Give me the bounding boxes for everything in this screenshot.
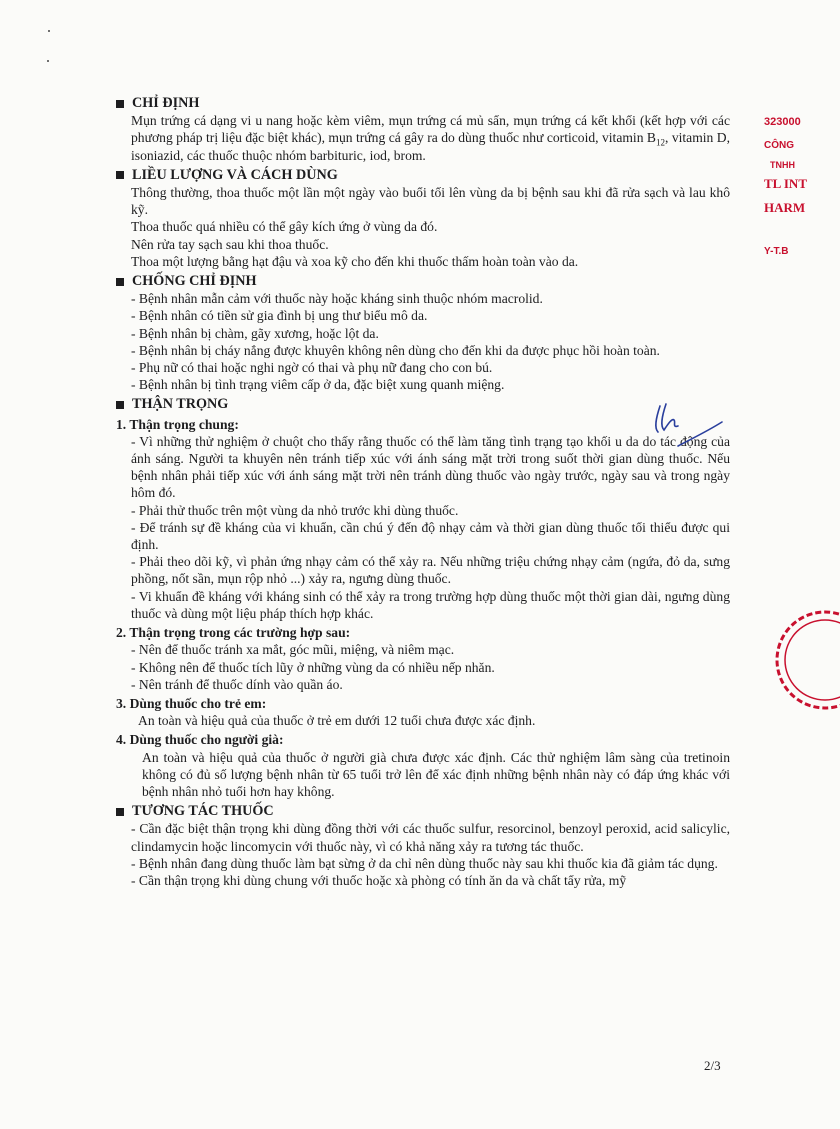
signature-icon [648, 398, 728, 458]
list-item: - Cần thận trọng khi dùng chung với thuốc hoặc xà phòng có tính ăn da và chất tẩy rửa, mỹ [131, 872, 627, 888]
section-title-chi-dinh: CHỈ ĐỊNH [116, 95, 730, 112]
list-item: - Bệnh nhân bị tình trạng viêm cấp ở da, đặc biệt xung quanh miệng. [131, 377, 505, 393]
stamp-text: 323000 [764, 116, 801, 128]
section-title-tuong-tac: TƯƠNG TÁC THUỐC [116, 803, 730, 820]
list-item: - Bệnh nhân có tiền sử gia đình bị ung thư biểu mô da. [131, 308, 428, 324]
document-body [116, 92, 730, 889]
stamp-text: HARM [764, 200, 806, 215]
list-item: - Nên tránh để thuốc dính vào quần áo. [131, 676, 343, 692]
scan-speck [47, 60, 49, 62]
bullet-square-icon [116, 278, 124, 286]
list-item: - Bệnh nhân bị cháy nắng được khuyên không nên dùng cho đến khi da được phục hồi hoàn toàn. [131, 342, 660, 358]
section-title-chong-chi-dinh: CHỐNG CHỈ ĐỊNH [116, 273, 730, 290]
list-item: - Phải thử thuốc trên một vùng da nhỏ trước khi dùng thuốc. [131, 502, 459, 518]
scan-speck [48, 30, 50, 32]
list-item: - Vi khuẩn đề kháng với kháng sinh có thể xảy ra trong trường hợp dùng thuốc một thời gian dài, ngưng dùng thuốc và dùng một liệu pháp thích hợp khác. [131, 588, 730, 621]
bullet-square-icon [116, 100, 124, 108]
company-stamp [760, 112, 807, 277]
section-title-lieu-luong: LIỀU LƯỢNG VÀ CÁCH DÙNG [116, 167, 730, 184]
stamp-text: TL INT [764, 176, 807, 191]
stamp-text: TNHH [770, 160, 795, 170]
paragraph: Thông thường, thoa thuốc một lần một ngày vào buổi tối lên vùng da bị bệnh sau khi đã rửa sạch và lau khô kỹ. [131, 185, 730, 218]
list-item: - Bệnh nhân bị chàm, gãy xương, hoặc lột da. [131, 325, 379, 341]
list-item: - Bệnh nhân mẫn cảm với thuốc này hoặc kháng sinh thuộc nhóm macrolid. [131, 291, 543, 307]
list-item: - Phụ nữ có thai hoặc nghi ngờ có thai và phụ nữ đang cho con bú. [131, 360, 493, 376]
list-item: - Bệnh nhân đang dùng thuốc làm bạt sừng ở da chỉ nên dùng thuốc này sau khi thuốc kia đã giảm tác dụng. [131, 855, 718, 871]
stamp-text: CÔNG [764, 140, 794, 151]
bullet-square-icon [116, 171, 124, 179]
list-item: - Không nên để thuốc tích lũy ở những vùng da có nhiều nếp nhăn. [131, 659, 495, 675]
bullet-square-icon [116, 808, 124, 816]
stamp-text: Y-T.B [764, 246, 789, 257]
paragraph: An toàn và hiệu quả của thuốc ở trẻ em dưới 12 tuổi chưa được xác định. [138, 713, 536, 729]
list-item: - Nên để thuốc tránh xa mắt, góc mũi, miệng, và niêm mạc. [131, 642, 455, 658]
page-number: 2/3 [704, 1058, 721, 1073]
subsection-title: 3. Dùng thuốc cho trẻ em: [116, 695, 267, 711]
section-title-than-trong: THẬN TRỌNG [116, 396, 730, 413]
bullet-square-icon [116, 401, 124, 409]
paragraph: Thoa thuốc quá nhiều có thể gây kích ứng ở vùng da đó. [131, 219, 438, 235]
paragraph: An toàn và hiệu quả của thuốc ở người già chưa được xác định. Các thử nghiệm lâm sàng của tretinoin không có đủ số lượng bệnh nhân từ 65 tuổi trở lên để xác định những bệnh nhân này có đáp ứng khác với bệnh nhân nhỏ tuổi hơn hay không. [142, 749, 730, 799]
list-item: - Để tránh sự đề kháng của vi khuẩn, cần chú ý đến độ nhạy cảm và thời gian dùng thuốc tối thiểu được qui định. [131, 519, 730, 553]
round-seal-icon [770, 605, 840, 715]
list-item: - Phải theo dõi kỹ, vì phản ứng nhạy cảm có thể xảy ra. Nếu những triệu chứng nhạy cảm (ngứa, đỏ da, sưng phồng, nốt sần, mụn rộp nhỏ ...) xảy ra, ngưng dùng thuốc. [131, 554, 730, 587]
chi-dinh-text: Mụn trứng cá dạng vi u nang hoặc kèm viêm, mụn trứng cá mủ sẩn, mụn trứng cá kết khối (kết hợp với các phương pháp trị liệu đặc biệt khác), mụn trứng cá gây ra do dùng thuốc như corticoid, vitamin $B_{12}$, vitamin D, isoniazid, các thuốc thuộc nhóm barbituric, iod, brom. [131, 113, 730, 163]
list-item: - Vì những thử nghiệm ở chuột cho thấy rằng thuốc có thể làm tăng tình trạng tạo khối u da do tác động của ánh sáng. Người ta khuyên nên tránh tiếp xúc với ánh sáng mặt trời trong suốt thời gian dùng thuốc. Nếu bệnh nhân phải tiếp xúc với ánh sáng mặt trời nên tránh dùng thuốc vào ngày trước, ngày sau và trong ngày hôm đó. [131, 433, 730, 501]
subsection-title: 4. Dùng thuốc cho người già: [116, 732, 284, 748]
paragraph: Nên rửa tay sạch sau khi thoa thuốc. [131, 236, 329, 252]
subsection-title: 2. Thận trọng trong các trường hợp sau: [116, 625, 351, 641]
list-item: - Cần đặc biệt thận trọng khi dùng đồng thời với các thuốc sulfur, resorcinol, benzoyl peroxid, acid salicylic, clindamycin hoặc lincomycin với thuốc này, vì có khả năng xảy ra tương tác thuốc. [131, 821, 730, 854]
paragraph: Thoa một lượng bằng hạt đậu và xoa kỹ cho đến khi thuốc thấm hoàn toàn vào da. [131, 253, 579, 269]
subsection-title: 1. Thận trọng chung: [116, 416, 239, 432]
